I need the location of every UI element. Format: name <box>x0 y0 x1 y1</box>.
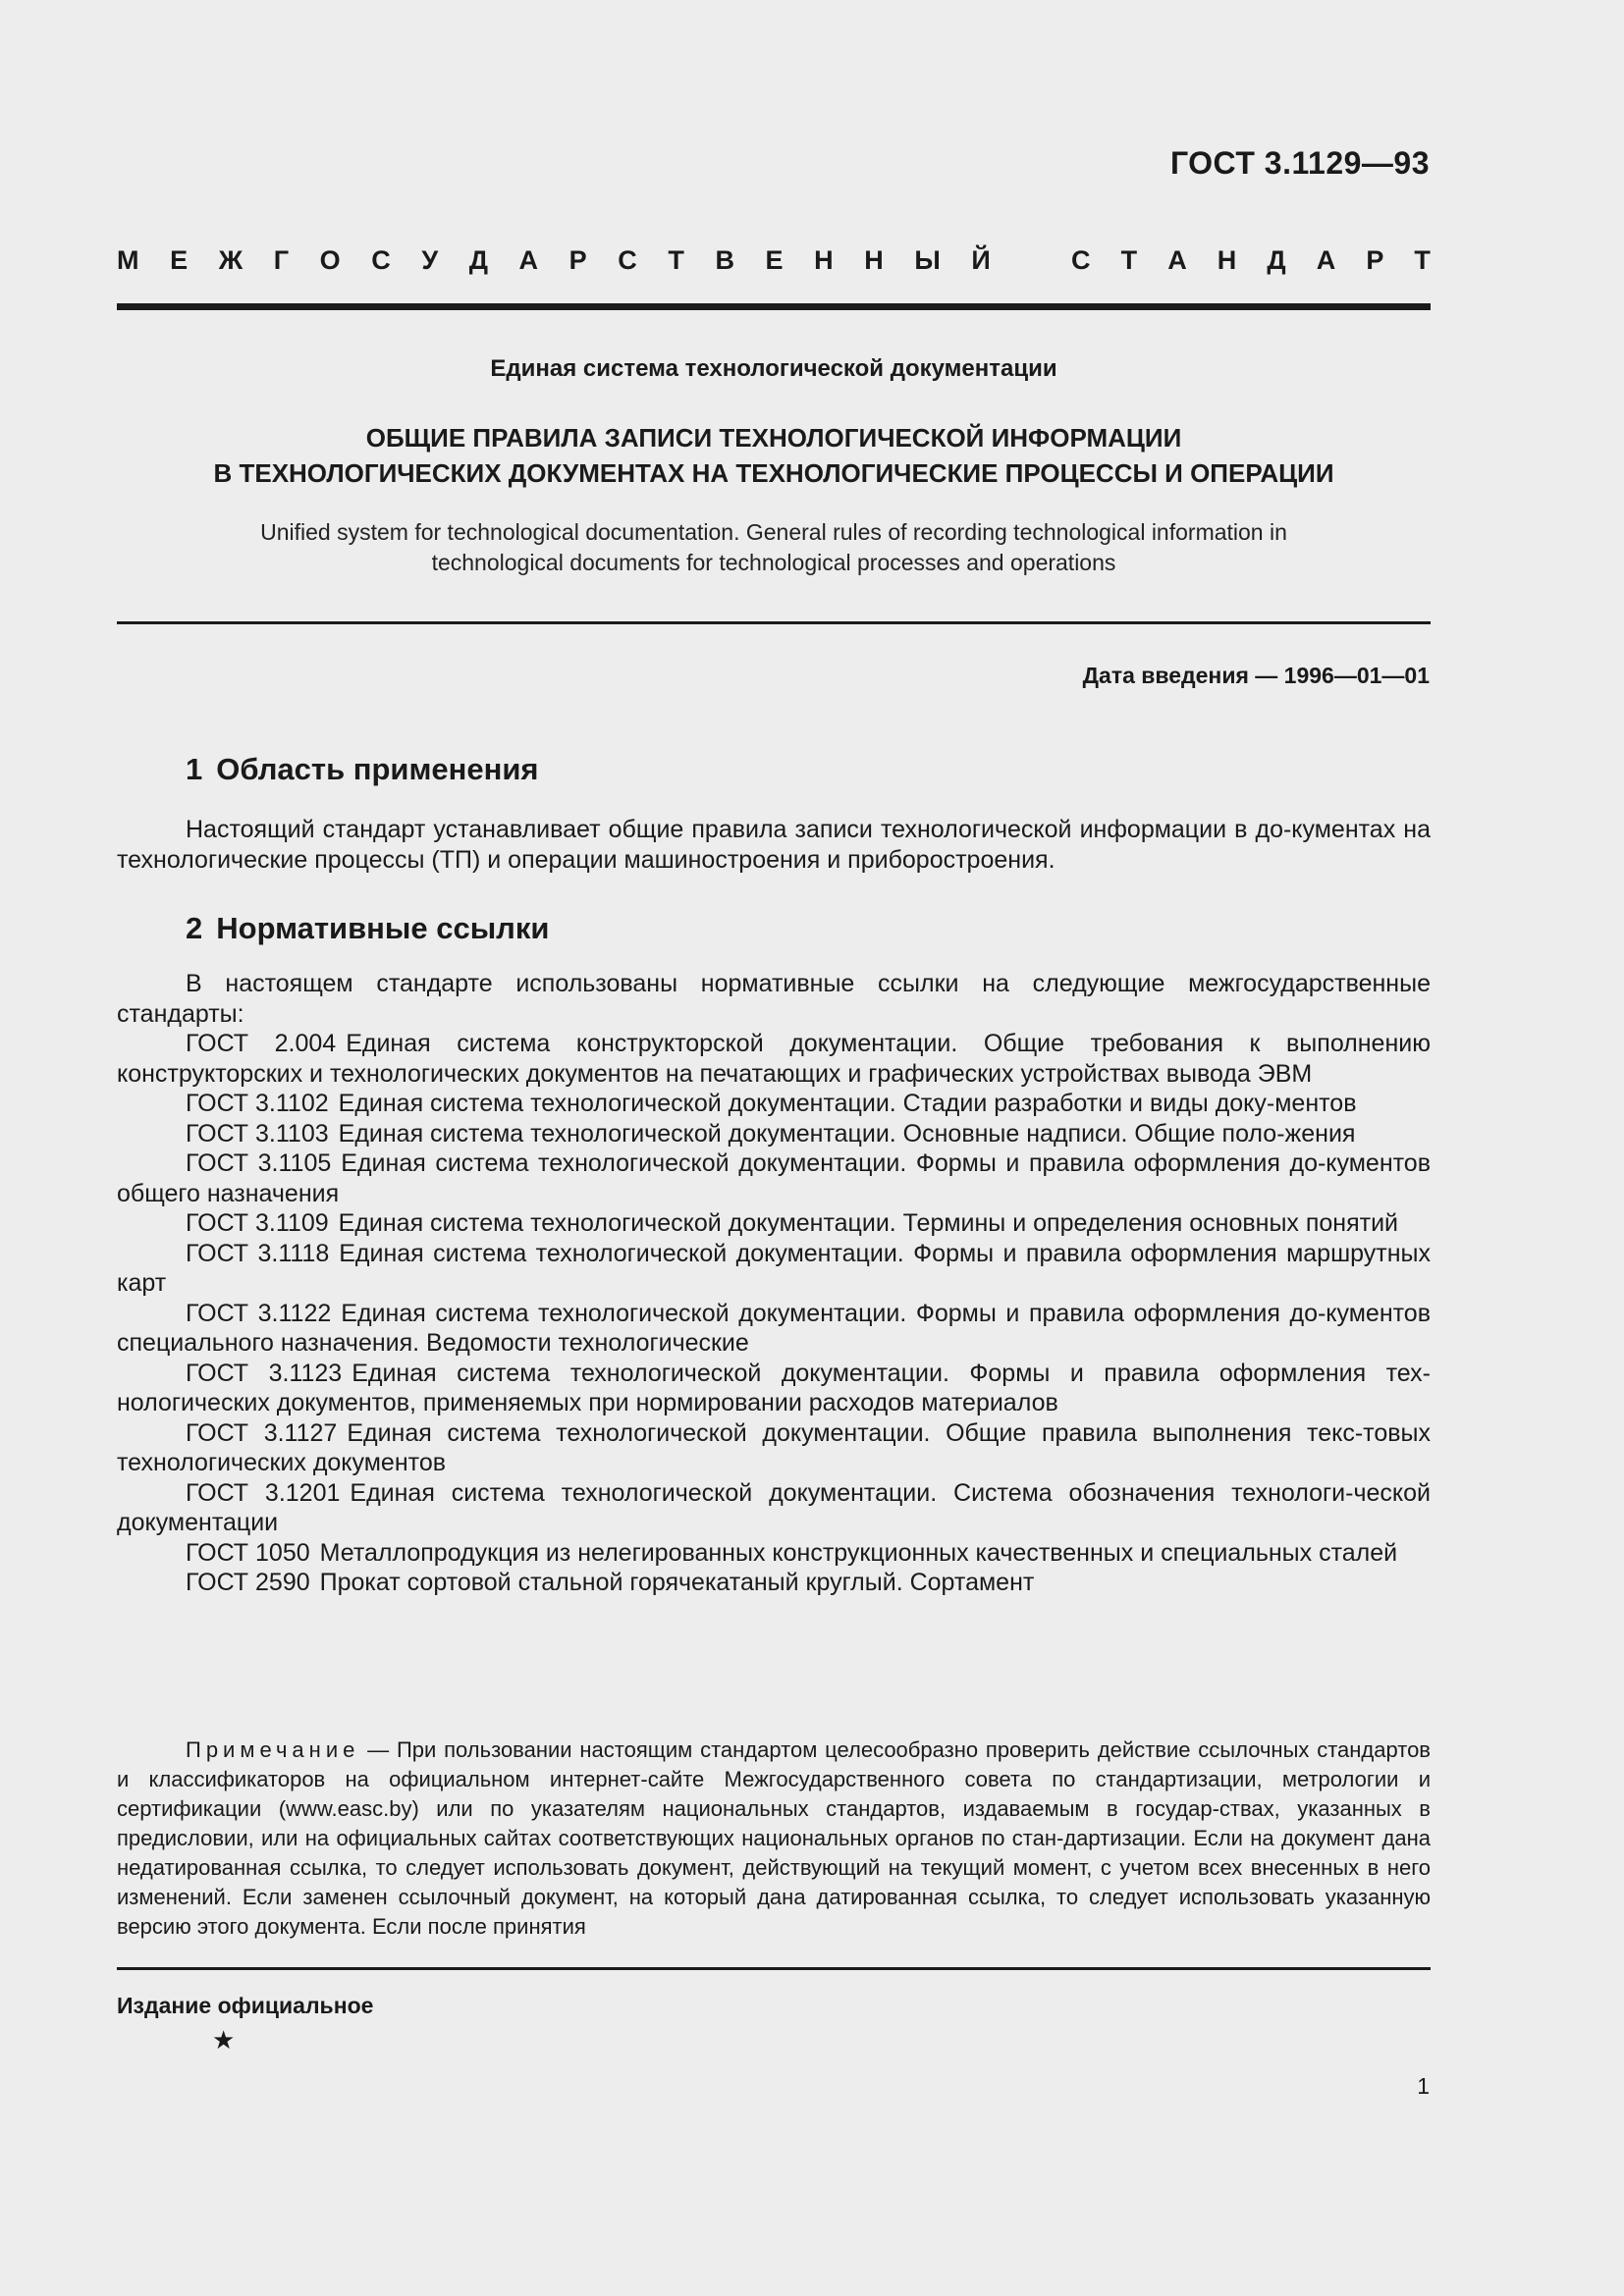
system-subtitle: Единая система технологической документации <box>490 355 1057 382</box>
reference-code: ГОСТ 2.004 <box>186 1030 337 1057</box>
reference-text: Единая система технологической документации. Формы и правила оформления до-кументов специального назначения. Ведомости технологические <box>117 1299 1431 1357</box>
scope-paragraph: Настоящий стандарт устанавливает общие правила записи технологической информации в до-кументах на технологические процессы (ТП) и операции машиностроения и приборостроения. <box>117 816 1431 874</box>
reference-text: Единая система технологической документации. Система обозначения технологи-ческой документации <box>117 1478 1431 1536</box>
section-title: Нормативные ссылки <box>216 911 550 945</box>
section-number: 1 <box>186 752 203 786</box>
reference-code: ГОСТ 3.1127 <box>186 1418 338 1447</box>
reference-item <box>117 1148 1431 1208</box>
interstate-standard-banner <box>117 245 1431 276</box>
reference-item <box>117 1089 1431 1119</box>
document-title <box>117 420 1431 491</box>
english-title-line-1: Unified system for technological documentation. General rules of recording technological information in <box>260 519 1287 545</box>
english-title <box>117 517 1431 578</box>
reference-text: Единая система технологической документации. Термины и определения основных понятий <box>338 1209 1399 1237</box>
reference-text: Единая система технологической документации. Формы и правила оформления тех-нологических документов, применяемых при нормировании расходов материалов <box>117 1359 1431 1416</box>
reference-item <box>117 1478 1431 1538</box>
standard-word: С Т А Н Д А Р Т <box>1071 245 1431 275</box>
gost-code: ГОСТ 3.1129—93 <box>1169 145 1430 181</box>
reference-item <box>117 1208 1431 1239</box>
note-text: — При пользовании настоящим стандартом целесообразно проверить действие ссылочных стандартов и классификаторов на официальном интернет-сайте Межгосударственного совета по стандартизации, метрологии и сертификации (www.easc.by) или по указателям национальных стандартов, издаваемым в государ-ствах, указанных в предисловии, или на официальных сайтах соответствующих национальных органов по стан-дартизации. Если на документ дана недатированная ссылка, то следует использовать документ, действующий на текущий момент, с учетом всех внесенных в него изменений. Если заменен ссылочный документ, на который дана датированная ссылка, то следует использовать указанную версию этого документа. Если после принятия <box>117 1737 1431 1939</box>
reference-item <box>117 1119 1431 1149</box>
reference-text: Единая система технологической документации. Формы и правила оформления маршрутных карт <box>117 1239 1431 1297</box>
references-intro: В настоящем стандарте использованы нормативные ссылки на следующие межгосударственные стандарты: <box>117 970 1431 1028</box>
page-number: 1 <box>1417 2073 1430 2099</box>
section-number: 2 <box>186 911 203 945</box>
reference-code: ГОСТ 3.1105 <box>186 1149 332 1177</box>
note-paragraph <box>117 1735 1431 1942</box>
reference-item <box>117 1359 1431 1418</box>
reference-code: ГОСТ 1050 <box>186 1538 310 1567</box>
reference-code: ГОСТ 3.1118 <box>186 1239 330 1267</box>
note-label: Примечание <box>186 1737 360 1762</box>
reference-text: Единая система технологической документации. Общие правила выполнения текс-товых технологических документов <box>117 1418 1431 1476</box>
reference-code: ГОСТ 3.1103 <box>186 1119 329 1148</box>
section-heading-scope <box>186 752 539 787</box>
reference-item <box>117 1418 1431 1478</box>
reference-item <box>117 1299 1431 1359</box>
reference-code: ГОСТ 3.1123 <box>186 1359 343 1387</box>
reference-code: ГОСТ 3.1109 <box>186 1209 329 1237</box>
reference-code: ГОСТ 3.1201 <box>186 1478 341 1507</box>
reference-item <box>117 1568 1431 1598</box>
reference-text: Металлопродукция из нелегированных конструкционных качественных и специальных сталей <box>319 1538 1398 1567</box>
section-heading-references <box>186 911 549 946</box>
title-line-2: В ТЕХНОЛОГИЧЕСКИХ ДОКУМЕНТАХ НА ТЕХНОЛОГИЧЕСКИЕ ПРОЦЕССЫ И ОПЕРАЦИИ <box>213 458 1334 488</box>
reference-item <box>117 1239 1431 1299</box>
star-icon: ★ <box>212 2025 236 2055</box>
official-edition-label: Издание официальное <box>117 1993 374 2018</box>
title-divider <box>117 621 1431 624</box>
interstate-word: М Е Ж Г О С У Д А Р С Т В Е Н Н Ы Й <box>117 245 991 275</box>
reference-text: Единая система конструкторской документации. Общие требования к выполнению конструкторских и технологических документов на печатающих и графических устройствах вывода ЭВМ <box>117 1030 1431 1088</box>
reference-text: Единая система технологической документации. Формы и правила оформления до-кументов общего назначения <box>117 1149 1431 1207</box>
introduction-date: Дата введения — 1996—01—01 <box>1082 663 1430 688</box>
reference-text: Единая система технологической документации. Основные надписи. Общие поло-жения <box>338 1119 1356 1148</box>
reference-item <box>117 1538 1431 1569</box>
reference-code: ГОСТ 2590 <box>186 1569 310 1596</box>
reference-text: Единая система технологической документации. Стадии разработки и виды доку-ментов <box>338 1090 1357 1117</box>
references-list <box>117 969 1431 1598</box>
header-divider <box>117 303 1431 310</box>
reference-code: ГОСТ 3.1102 <box>186 1090 329 1117</box>
footer-divider <box>117 1967 1431 1970</box>
title-line-1: ОБЩИЕ ПРАВИЛА ЗАПИСИ ТЕХНОЛОГИЧЕСКОЙ ИНФОРМАЦИИ <box>365 423 1182 453</box>
reference-text: Прокат сортовой стальной горячекатаный круглый. Сортамент <box>319 1569 1035 1596</box>
english-title-line-2: technological documents for technological processes and operations <box>431 550 1116 575</box>
reference-item <box>117 1029 1431 1089</box>
reference-code: ГОСТ 3.1122 <box>186 1299 332 1327</box>
section-title: Область применения <box>216 752 539 786</box>
